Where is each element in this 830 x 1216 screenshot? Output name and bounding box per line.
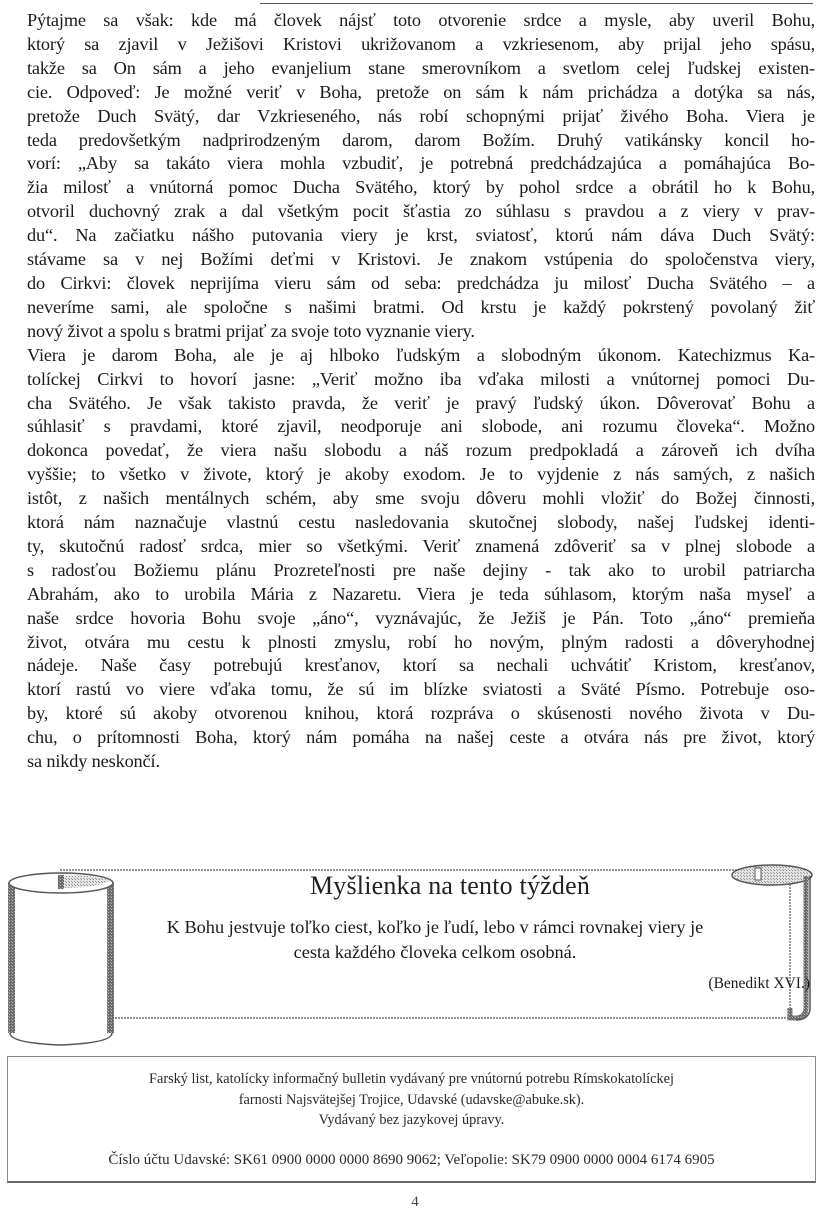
- top-rule: [260, 3, 813, 4]
- thought-of-week-banner: [0, 858, 830, 1048]
- article-line: naše srdce hovoria Bohu svoje „áno“, vyznávajúc, že Ježiš je Pán. Toto „áno“ premieňa: [27, 607, 815, 628]
- footer-line: Vydávaný bez jazykovej úpravy.: [318, 1112, 505, 1128]
- article-line: istôt, z našich mentálnych schém, aby sme svoju dôveru mohli vložiť do Božej činnosti,: [27, 488, 815, 509]
- article-line: žia milosť a vnútorná pomoc Ducha Svätého, ktorý by pohol srdce a obrátil ho k Bohu,: [27, 177, 815, 198]
- article-line: ty, skutočnú radosť srdca, mier so všetkými. Veriť znamená zdôveriť sa v plnej slobode a: [27, 535, 815, 556]
- thought-title: Myšlienka na tento týždeň: [309, 871, 591, 900]
- article-line: nový život a spolu s bratmi prijať za svoje toto vyznanie viery.: [27, 320, 475, 341]
- article-line: du“. Na začiatku nášho putovania viery je krst, sviatosť, ktorú nám dáva Duch Svätý:: [27, 225, 815, 246]
- footer-box: [7, 1056, 816, 1183]
- footer-line: Farský list, katolícky informačný bulletin vydávaný pre vnútornú potrebu Rímskokatolíckej: [149, 1071, 674, 1087]
- article-line: Pýtajme sa však: kde má človek nájsť toto otvorenie srdce a mysle, aby uveril Bohu,: [27, 10, 815, 30]
- article-line: ktorá nám naznačuje vlastnú cestu nasledovania skutočnej slobody, našej ľudskej identi-: [27, 512, 815, 533]
- footer-line: farnosti Najsvätejšej Trojice, Udavské (udavske@abuke.sk).: [238, 1091, 585, 1108]
- footer-info: [8, 1069, 815, 1131]
- article-line: súhlasiť s pravdami, ktoré zjavil, neodporuje ani slobode, ani rozumu človeka“. Možno: [27, 416, 815, 437]
- thought-author: (Benedikt XVI.): [708, 975, 810, 992]
- article-line: teda predovšetkým nadprirodzeným darom, darom Božím. Druhý vatikánsky koncil ho-: [27, 129, 815, 150]
- thought-quote-line: K Bohu jestvuje toľko ciest, koľko je ľudí, lebo v rámci rovnakej viery je: [166, 917, 704, 937]
- article-line: vyššie; to všetko v živote, ktorý je akoby exodom. Je to vyjdenie z nás samých, z našich: [27, 464, 815, 485]
- article-line: cha Svätého. Je však takisto pravda, že veriť je pravý ľudský úkon. Dôverovať Bohu a: [27, 392, 815, 413]
- article-line: pretože Duch Svätý, dar Vzkrieseného, nás robí schopnými prijať živého Boha. Viera je: [27, 105, 815, 126]
- article-line: by, ktoré sú akoby otvorenou knihou, ktorá rozpráva o skúsenosti nového života v Du-: [27, 703, 815, 724]
- article-line: Abrahám, ako to urobila Mária z Nazaretu. Viera je teda súhlasom, ktorým naša myseľ a: [27, 583, 815, 604]
- article-line: vorí: „Aby sa takáto viera mohla vzbudiť, je potrebná predchádzajúca a pomáhajúca Bo-: [27, 153, 815, 174]
- article-line: stávame sa v nej Božími deťmi v Kristovi. Je znakom vstúpenia do spoločenstva viery,: [27, 249, 815, 270]
- footer-account-numbers: Číslo účtu Udavské: SK61 0900 0000 0000 8690 9062; Veľopolie: SK79 0900 0000 0004 6174 6905: [108, 1152, 715, 1168]
- article-line: Viera je darom Boha, ale je aj hlboko ľudským a slobodným úkonom. Katechizmus Ka-: [27, 344, 815, 365]
- article-line: chu, o prítomnosti Boha, ktorý nám pomáha na našej ceste a otvára nás pre život, ktorý: [27, 727, 815, 748]
- article-line: dokonca povedať, že viera našu slobodu a náš rozum predpokladá a zároveň ich dvíha: [27, 440, 815, 461]
- article-line: cie. Odpoveď: Je možné veriť v Boha, pretože on sám k nám prichádza a dotýka sa nás,: [27, 81, 815, 102]
- article-line: tolíckej Cirkvi to hovorí jasne: „Veriť možno iba vďaka milosti a vnútornej pomoci Du-: [27, 368, 815, 389]
- article-line: ktorí rastú vo viere vďaka tomu, že sú im blízke sviatosti a Sväté Písmo. Potrebuje oso-: [27, 679, 815, 700]
- page-number: 4: [411, 1194, 419, 1210]
- article-body: [27, 9, 815, 774]
- article-line: otvoril duchovný zrak a dal všetkým pocit šťastia zo súhlasu s pravdou a z viery v prav-: [27, 201, 815, 222]
- thought-quote-line: cesta každého človeka celkom osobná.: [293, 942, 577, 962]
- article-line: sa nikdy neskončí.: [27, 751, 160, 772]
- thought-quote: [105, 915, 765, 965]
- article-line: s radosťou Božiemu plánu Prozreteľnosti pre naše dejiny - tak ako to urobil patriarcha: [27, 559, 815, 580]
- article-line: ktorý sa zjavil v Ježišovi Kristovi ukrižovanom a vzkriesenom, aby prijal jeho spásu,: [27, 33, 815, 54]
- article-line: život, otvára mu cestu k plnosti zmyslu, robí ho novým, plným radosti a dôveryhodnej: [27, 631, 815, 652]
- article-line: do Cirkvi: človek neprijíma vieru sám od seba: predchádza ju milosť Ducha Svätého – a: [27, 272, 815, 293]
- article-line: neveríme sami, ale spoločne s našimi bratmi. Od krstu je každý pokrstený povolaný žiť: [27, 296, 815, 317]
- article-line: nádeje. Naše časy potrebujú kresťanov, ktorí sa nechali uchvátiť Kristom, kresťanov,: [27, 655, 815, 676]
- article-line: takže sa On sám a jeho evanjelium stane smerovníkom a svetlom celej ľudskej existen-: [27, 57, 815, 78]
